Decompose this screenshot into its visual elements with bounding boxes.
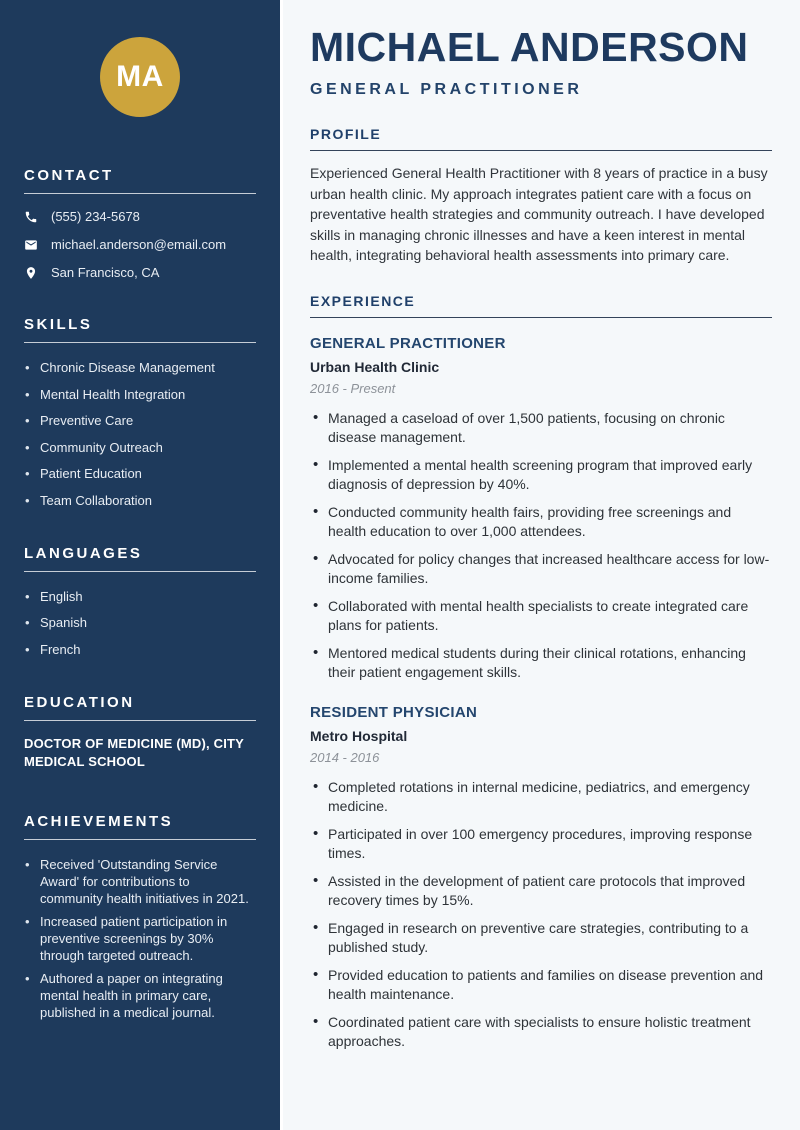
section-divider (310, 150, 772, 151)
section-divider (24, 193, 256, 194)
achievement-item: • Authored a paper on integrating mental health in primary care, published in a medical journal. (24, 970, 256, 1021)
contact-list (24, 209, 256, 280)
job-bullet: • Provided education to patients and families on disease prevention and health maintenance. (310, 966, 772, 1004)
languages-heading: LANGUAGES (24, 544, 143, 562)
job-company: Metro Hospital (310, 727, 408, 744)
avatar (100, 37, 180, 117)
skills-heading: SKILLS (24, 316, 93, 333)
job-bullet: • Engaged in research on preventive care strategies, contributing to a published study. (310, 919, 772, 957)
achievement-item: • Increased patient participation in preventive screenings by 30% through targeted outreach. (24, 913, 256, 964)
section-divider (24, 720, 256, 721)
contact-item-location (24, 265, 256, 280)
contact-item-phone (24, 209, 256, 224)
job-bullet: • Advocated for policy changes that increased healthcare access for low-income families. (310, 550, 772, 588)
skill-item: • Chronic Disease Management (24, 359, 256, 376)
sidebar (0, 0, 280, 1130)
job-bullet: • Completed rotations in internal medicine, pediatrics, and emergency medicine. (310, 778, 772, 816)
job-entry (310, 704, 772, 1051)
language-item: • Spanish (24, 614, 256, 631)
job-bullet: • Collaborated with mental health specialists to create integrated care plans for patients. (310, 597, 772, 635)
languages-section (24, 545, 256, 658)
phone-icon (24, 210, 38, 224)
achievements-list (24, 856, 256, 1021)
profile-section (310, 126, 772, 266)
achievements-section (24, 813, 256, 1021)
skills-list (24, 359, 256, 509)
education-heading: EDUCATION (24, 693, 135, 711)
job-dates: 2016 - Present (310, 380, 396, 396)
skills-section (24, 316, 256, 509)
contact-item-email (24, 237, 256, 252)
section-divider (24, 839, 256, 840)
phone-value: (555) 234-5678 (51, 209, 140, 224)
avatar-initials: MA (116, 60, 164, 93)
education-degree: DOCTOR OF MEDICINE (MD), CITY MEDICAL SCHOOL (24, 735, 244, 769)
job-bullet: • Assisted in the development of patient care protocols that improved recovery times by 15%. (310, 872, 772, 910)
experience-section (310, 293, 772, 1051)
achievement-item: • Received 'Outstanding Service Award' for contributions to community health initiatives in 2021. (24, 856, 256, 907)
email-value: michael.anderson@email.com (51, 237, 227, 252)
job-bullet-list (310, 409, 772, 682)
language-item: • English (24, 588, 256, 605)
job-title: RESIDENT PHYSICIAN (310, 703, 478, 721)
contact-heading: CONTACT (24, 167, 114, 184)
skill-item: • Preventive Care (24, 412, 256, 429)
email-icon (24, 238, 38, 252)
skill-item: • Team Collaboration (24, 492, 256, 509)
education-section (24, 694, 256, 771)
job-company: Urban Health Clinic (310, 358, 440, 375)
achievements-heading: ACHIEVEMENTS (24, 812, 174, 830)
skill-item: • Community Outreach (24, 439, 256, 456)
language-item: • French (24, 641, 256, 658)
job-bullet-list (310, 778, 772, 1051)
experience-heading: EXPERIENCE (310, 292, 416, 309)
job-bullet: • Coordinated patient care with specialists to ensure holistic treatment approaches. (310, 1013, 772, 1051)
person-name: MICHAEL ANDERSON (310, 24, 749, 70)
person-title: GENERAL PRACTITIONER (310, 81, 583, 98)
skill-item: • Patient Education (24, 465, 256, 482)
skill-item: • Mental Health Integration (24, 386, 256, 403)
section-divider (310, 317, 772, 318)
section-divider (24, 342, 256, 343)
job-bullet: • Participated in over 100 emergency procedures, improving response times. (310, 825, 772, 863)
job-dates: 2014 - 2016 (310, 749, 380, 765)
profile-text: Experienced General Health Practitioner with 8 years of practice in a busy urban health clinic. My approach integrates patient care with a focus on preventative health strategies and community outreach. I have developed skills in managing chronic illnesses and have a keen interest in mental health, integrating behavioral health assessments into primary care. (310, 165, 768, 263)
languages-list (24, 588, 256, 658)
job-entry (310, 335, 772, 682)
contact-section (24, 167, 256, 280)
profile-heading: PROFILE (310, 126, 382, 142)
section-divider (24, 571, 256, 572)
main-content (280, 0, 800, 1130)
job-bullet: • Managed a caseload of over 1,500 patients, focusing on chronic disease management. (310, 409, 772, 447)
location-icon (24, 266, 38, 280)
job-bullet: • Conducted community health fairs, providing free screenings and health education to over 1,000 attendees. (310, 503, 772, 541)
job-title: GENERAL PRACTITIONER (310, 334, 506, 352)
job-bullet: • Mentored medical students during their clinical rotations, enhancing their patient engagement skills. (310, 644, 772, 682)
job-bullet: • Implemented a mental health screening program that improved early diagnosis of depression by 40%. (310, 456, 772, 494)
location-value: San Francisco, CA (51, 265, 160, 280)
